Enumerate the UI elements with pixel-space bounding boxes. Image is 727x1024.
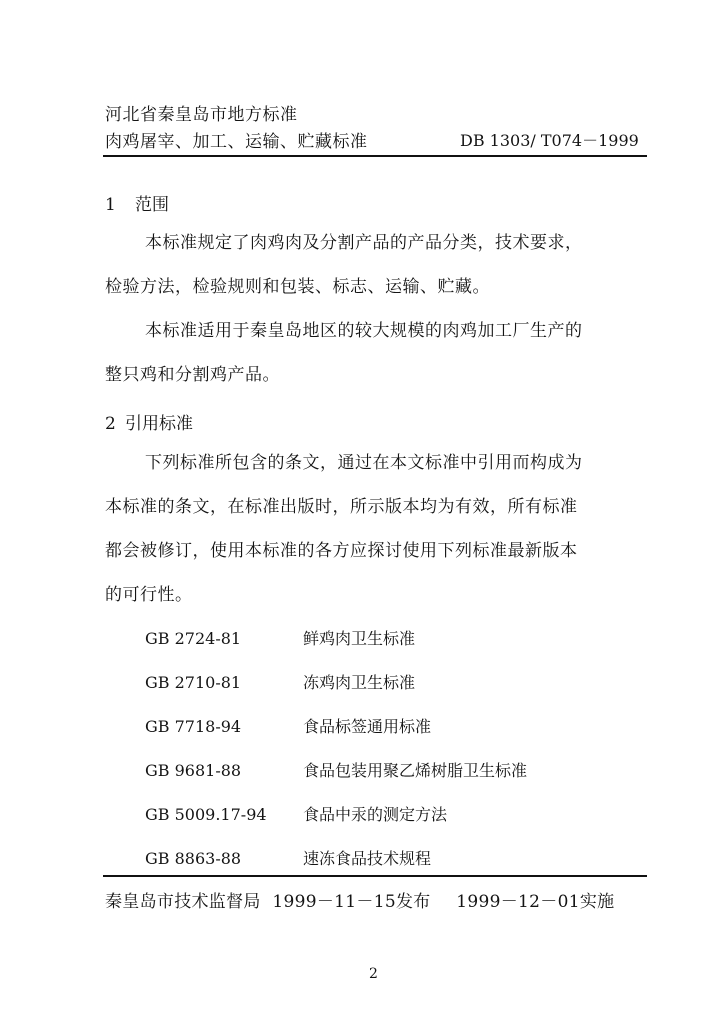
reference-item <box>145 846 431 869</box>
reference-code: GB 2710-81 <box>145 673 242 692</box>
footer-issue-date: 1999－11－15 <box>272 892 396 912</box>
header-rule <box>103 155 647 157</box>
page-number: 2 <box>369 966 378 982</box>
section-2-paragraph-line-3: 都会被修订，使用本标准的各方应探讨使用下列标准最新版本 <box>105 541 578 561</box>
section-1-heading <box>105 190 169 215</box>
reference-title: 速冻食品技术规程 <box>303 849 432 868</box>
reference-title: 食品标签通用标准 <box>303 717 432 736</box>
section-1-title: 范围 <box>135 195 169 215</box>
reference-item <box>145 626 415 649</box>
reference-code: GB 8863-88 <box>145 849 242 868</box>
reference-item <box>145 802 447 825</box>
footer-issue-label: 发布 <box>395 892 431 912</box>
reference-item <box>145 758 527 781</box>
reference-code: GB 7718-94 <box>145 717 242 736</box>
section-1-paragraph-1-line-1: 本标准规定了肉鸡肉及分割产品的产品分类，技术要求， <box>145 233 583 253</box>
reference-item <box>145 714 431 737</box>
section-2-paragraph-line-2: 本标准的条文，在标准出版时，所示版本均为有效，所有标准 <box>105 497 578 517</box>
section-2-heading <box>105 409 193 434</box>
footer-implementation-label: 实施 <box>579 892 615 912</box>
header-title: 肉鸡屠宰、加工、运输、贮藏标准 <box>105 132 368 152</box>
section-2-paragraph-line-4: 的可行性。 <box>105 585 193 605</box>
standard-code: DB 1303/ T074－1999 <box>460 131 639 150</box>
section-1-paragraph-2-line-1: 本标准适用于秦皇岛地区的较大规模的肉鸡加工厂生产的 <box>145 321 583 341</box>
reference-title: 鲜鸡肉卫生标准 <box>303 629 416 648</box>
footer <box>105 887 614 912</box>
section-1-paragraph-2-line-2: 整只鸡和分割鸡产品。 <box>105 365 280 385</box>
reference-code: GB 9681-88 <box>145 761 242 780</box>
footer-issuer: 秦皇岛市技术监督局 <box>105 892 261 912</box>
section-2-paragraph-line-1: 下列标准所包含的条文，通过在本文标准中引用而构成为 <box>145 453 583 473</box>
section-1-paragraph-1-line-2: 检验方法，检验规则和包装、标志、运输、贮藏。 <box>105 277 490 297</box>
reference-title: 食品中汞的测定方法 <box>303 805 448 824</box>
reference-title: 食品包装用聚乙烯树脂卫生标准 <box>303 761 528 780</box>
header-authority: 河北省秦皇岛市地方标准 <box>105 105 298 125</box>
footer-implementation-date: 1999－12－01 <box>456 892 580 912</box>
section-1-number: 1 <box>105 195 116 215</box>
reference-title: 冻鸡肉卫生标准 <box>303 673 416 692</box>
section-2-number: 2 <box>105 414 116 434</box>
footer-rule <box>103 875 647 877</box>
section-2-title: 引用标准 <box>125 414 193 434</box>
reference-item <box>145 670 415 693</box>
reference-code: GB 2724-81 <box>145 629 242 648</box>
reference-code: GB 5009.17-94 <box>145 805 267 824</box>
